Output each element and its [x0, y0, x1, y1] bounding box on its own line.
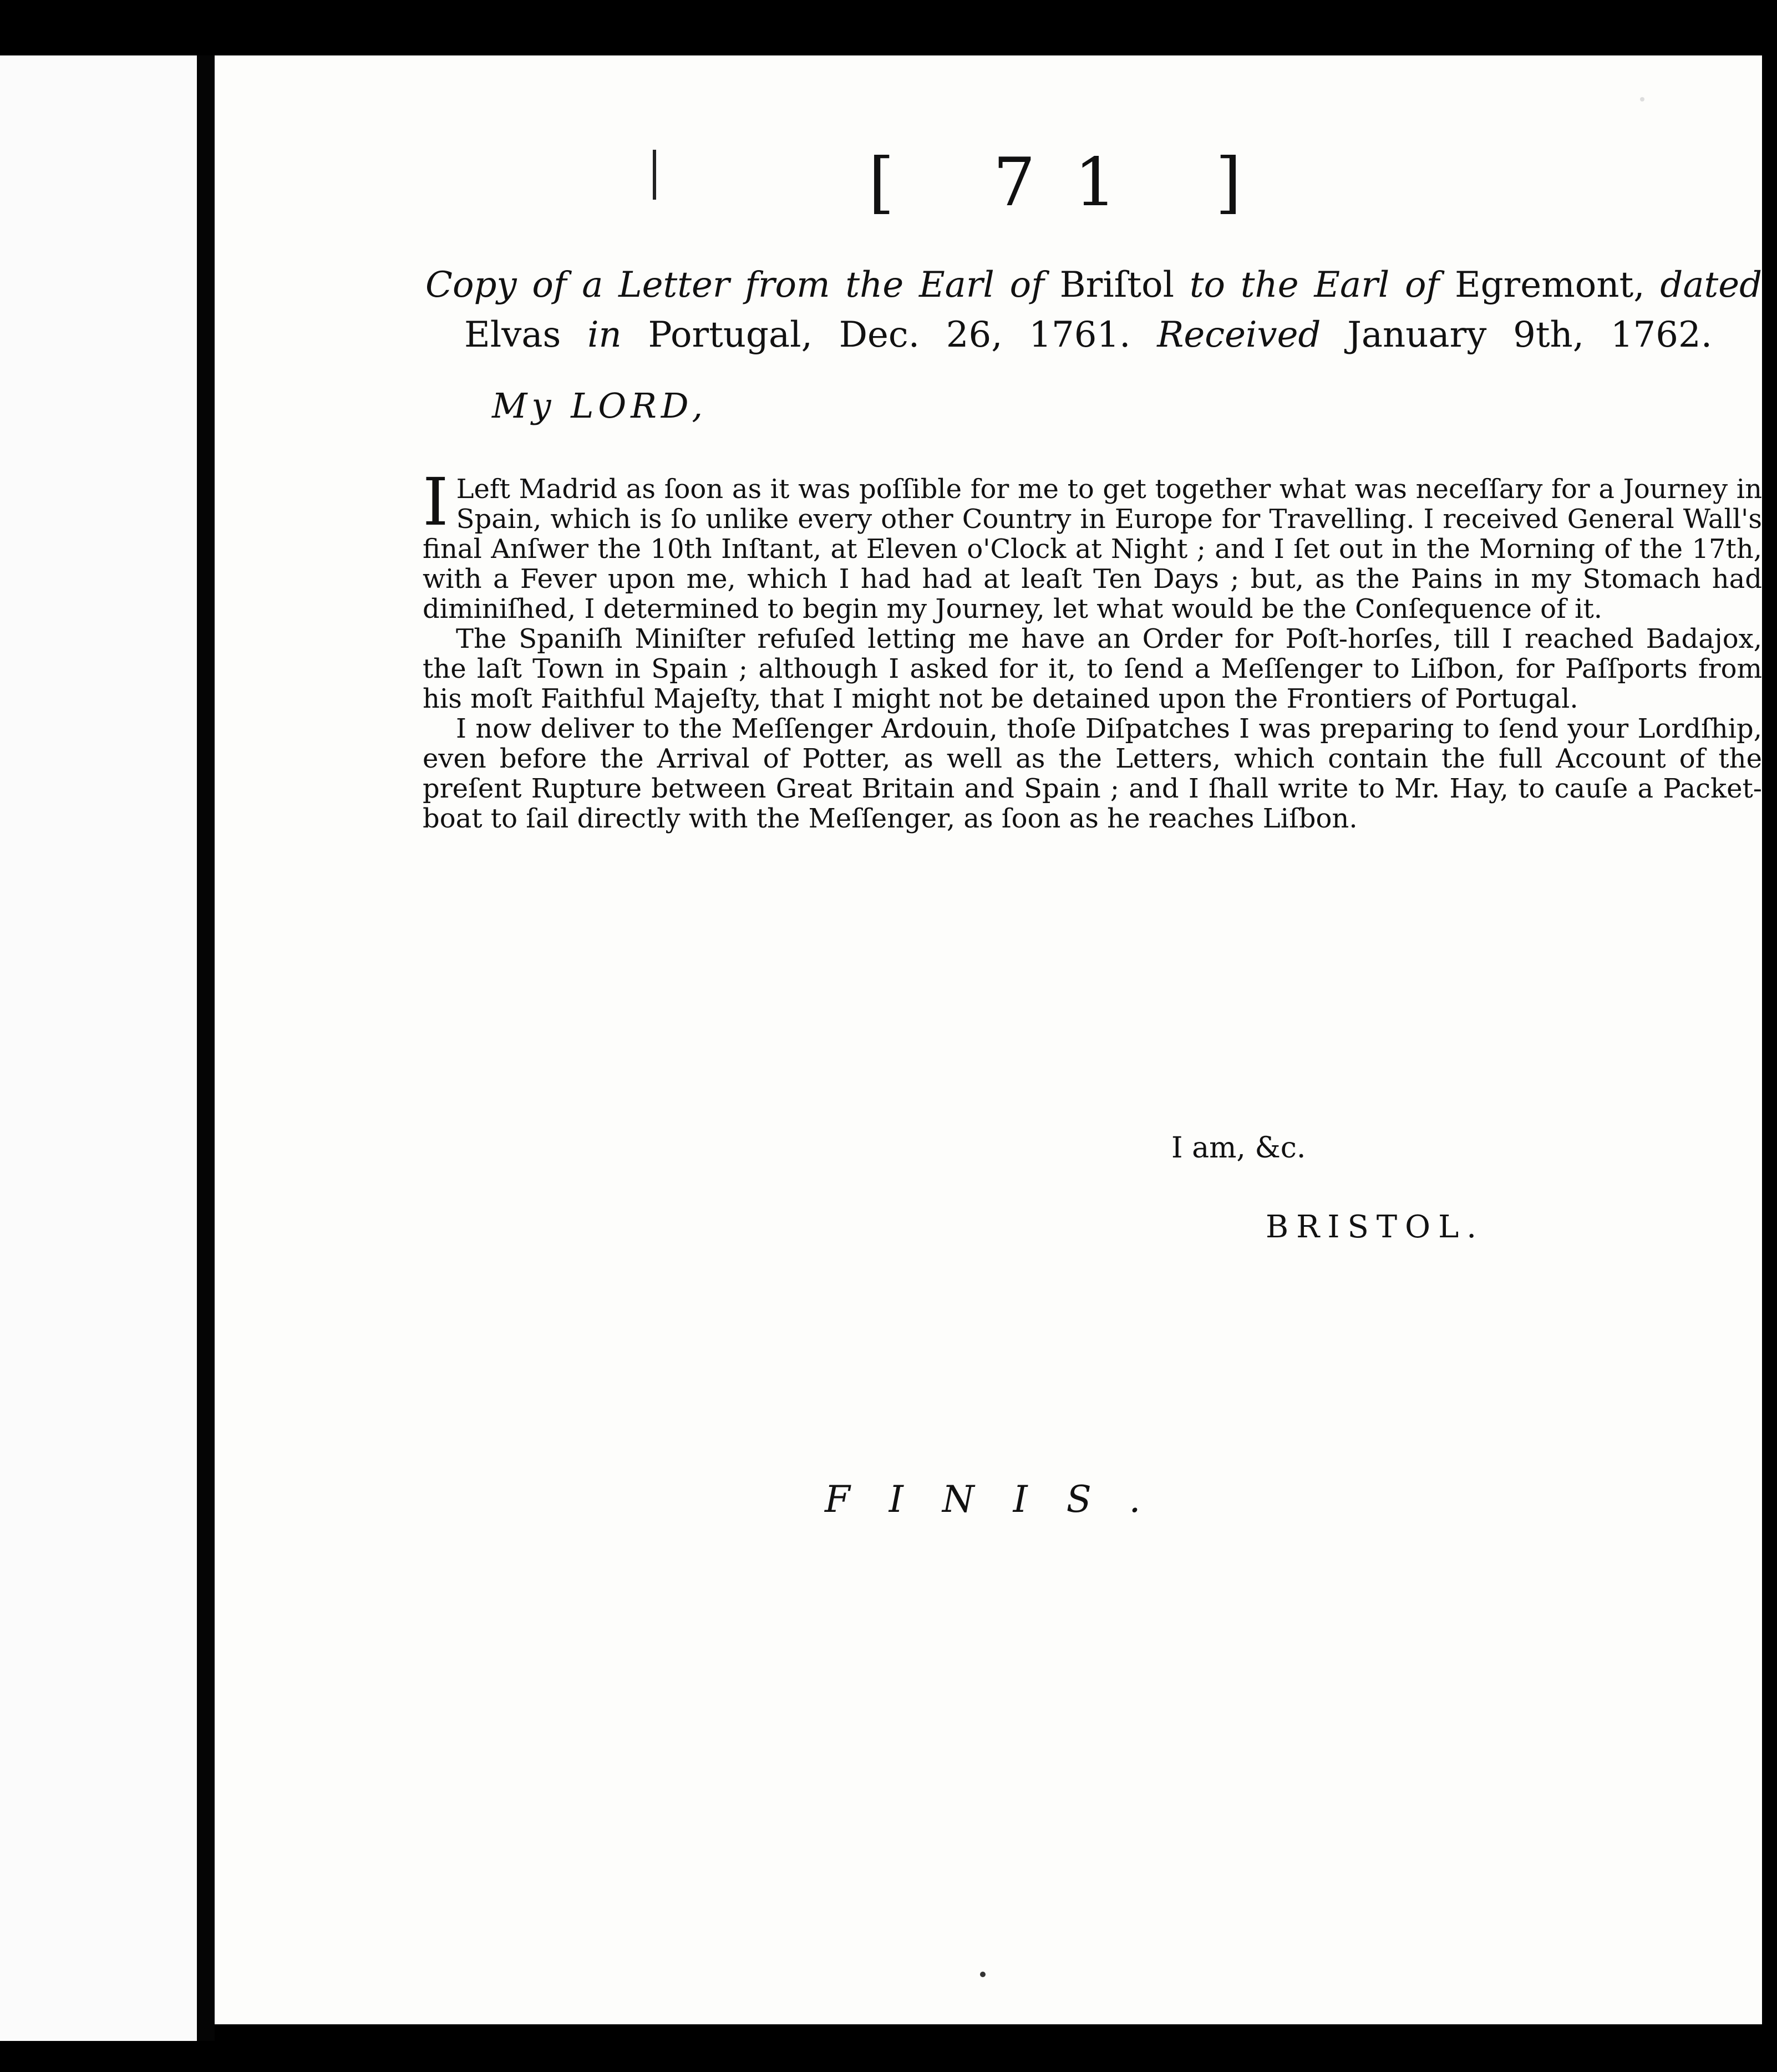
facing-page-edge [0, 55, 197, 2041]
heading-part: January 9th, 1762. [1347, 314, 1713, 356]
finis: FINIS. [825, 1478, 1180, 1521]
document-page [215, 55, 1762, 2024]
heading-part: dated [1660, 265, 1763, 306]
paragraph: ILeft Madrid as ſoon as it was poſſible for me to get together what was neceſſary for a Journey in Spain, which is ſo unlike every other Country in Europe for Travelling. I received General Wall's final Anſwer the 10th Inſtant, at Eleven o'Clock at Night ; and I ſet out in the Morning of the 17th, with a Fever upon me, which I had had at leaſt Ten Days ; but, as the Pains in my Stomach had diminiſhed, I determined to begin my Journey, let what would be the Conſequence of it. [423, 464, 1762, 624]
closing: I am, &c. [1171, 1131, 1306, 1165]
paragraph: I now deliver to the Meſſenger Ardouin, thoſe Diſpatches I was preparing to ſend your Lordſhip, even before the Arrival of Potter, as well as the Letters, which contain the full Account of the preſent Rupture between Great Britain and Spain ; and I ſhall write to Mr. Hay, to cauſe a Packet-boat to ſail directly with the Meſſenger, as ſoon as he reaches Liſbon. [423, 713, 1762, 834]
ink-speck [980, 1972, 986, 1977]
margin-mark [653, 150, 656, 200]
ink-speck [1640, 97, 1644, 101]
salutation: My LORD, [492, 385, 708, 426]
paragraph: The Spaniſh Miniſter refuſed letting me have an Order for Poſt-horſes, till I reached Badajox, the laſt Town in Spain ; although I asked for it, to ſend a Meſſenger to Liſbon, for Paſſports from his moſt Faithful Majeſty, that I might not be detained upon the Frontiers of Portugal. [423, 623, 1762, 714]
heading-part: Received [1157, 314, 1348, 356]
page-number: [ 71 ] [868, 144, 1281, 221]
heading-part: Elvas [464, 314, 588, 356]
letter-heading-line-1 [425, 261, 1762, 309]
signature: BRISTOL. [1266, 1209, 1485, 1245]
heading-part: Briſtol [1059, 265, 1190, 306]
letter-heading-line-2 [464, 311, 1712, 359]
heading-part: Portugal, Dec. 26, 1761. [648, 314, 1157, 356]
book-gutter [197, 55, 215, 2041]
letter-body [423, 464, 1762, 834]
heading-part: to the Earl of [1189, 265, 1455, 306]
heading-part: in [587, 314, 648, 356]
heading-part: Egremont, [1454, 265, 1661, 306]
heading-part: Copy of a Letter from the Earl of [425, 265, 1060, 306]
